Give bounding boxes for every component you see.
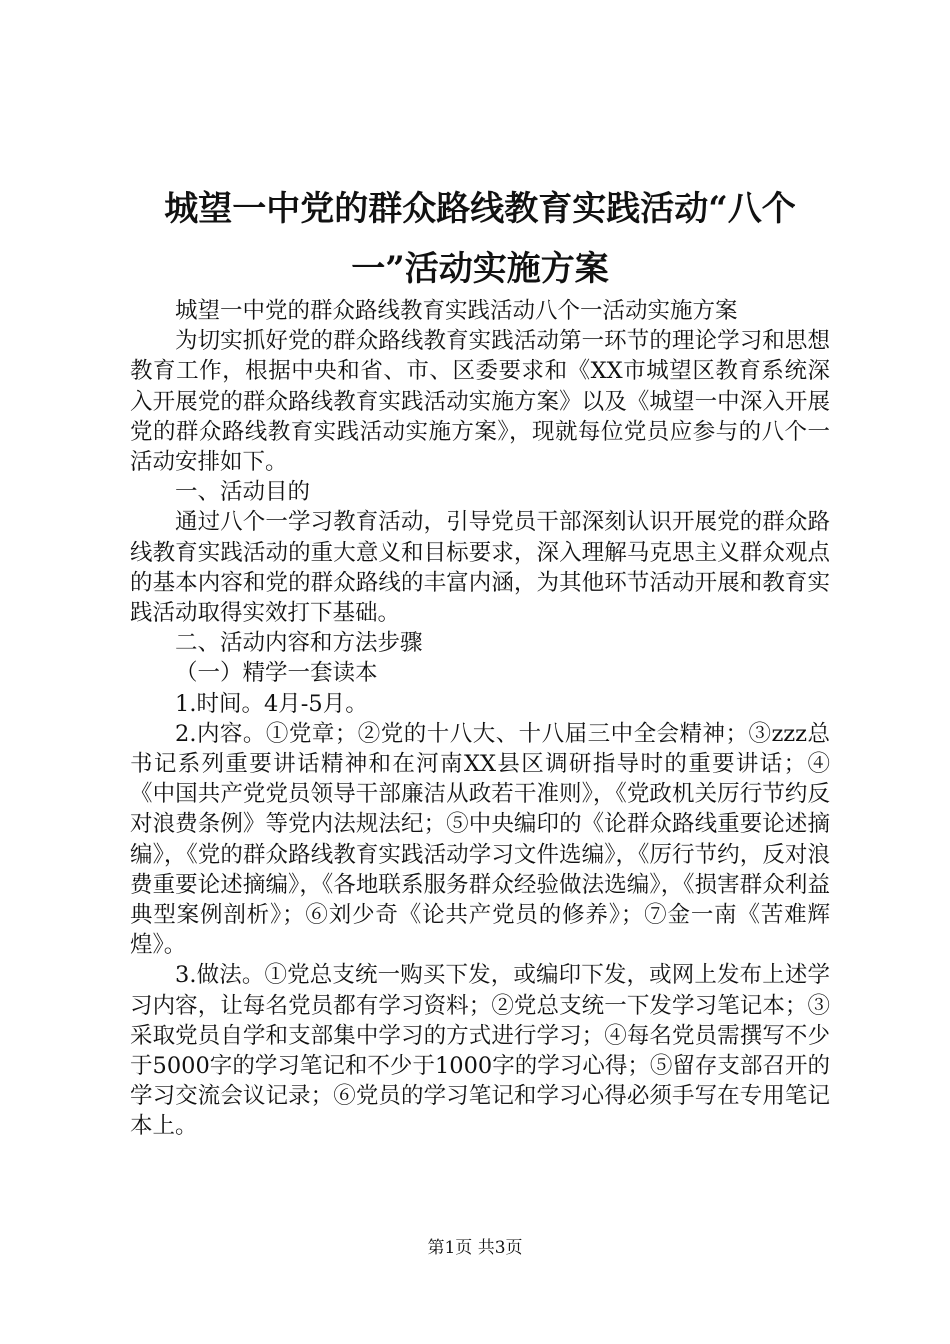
purpose-paragraph: 通过八个一学习教育活动，引导党员干部深刻认识开展党的群众路线教育实践活动的重大意义和目标要求，深入理解马克思主义群众观点的基本内容和党的群众路线的丰富内涵，为其他环节活动开展和教育实践活动取得实效打下基础。 (130, 509, 830, 627)
subtitle-paragraph: 城望一中党的群众路线教育实践活动八个一活动实施方案 (175, 298, 738, 324)
subsection-heading-reading: （一）精学一套读本 (175, 660, 378, 687)
document-title-line-2: 一”活动实施方案 (351, 249, 609, 289)
section-heading-content: 二、活动内容和方法步骤 (175, 630, 423, 657)
content-paragraph: 2.内容。①党章；②党的十八大、十八届三中全会精神；③zzz总书记系列重要讲话精神和在河南XX县区调研指导时的重要讲话；④《中国共产党党员领导干部廉洁从政若干准则》，《党政机关厉行节约反对浪费条例》等党内法规法纪；⑤中央编印的《论群众路线重要论述摘编》，《党的群众路线教育实践活动学习文件选编》，《厉行节约，反对浪费重要论述摘编》，《各地联系服务群众经验做法选编》，《损害群众利益典型案例剖析》；⑥刘少奇《论共产党员的修养》；⑦金一南《苦难辉煌》。 (130, 720, 830, 959)
section-heading-purpose: 一、活动目的 (175, 479, 311, 506)
page-footer: 第1页 共3页 (427, 1238, 523, 1258)
intro-paragraph: 为切实抓好党的群众路线教育实践活动第一环节的理论学习和思想教育工作，根据中央和省、市、区委要求和《XX市城望区教育系统深入开展党的群众路线教育实践活动实施方案》以及《城望一中深入开展党的群众路线教育实践活动实施方案》，现就每位党员应参与的八个一活动安排如下。 (130, 328, 830, 476)
document-body (130, 296, 830, 1142)
method-paragraph: 3.做法。①党总支统一购买下发，或编印下发，或网上发布上述学习内容，让每名党员都有学习资料；②党总支统一下发学习笔记本；③采取党员自学和支部集中学习的方式进行学习；④每名党员需撰写不少于5000字的学习笔记和不少于1000字的学习心得；⑤留存支部召开的学习交流会议记录；⑥党员的学习笔记和学习心得必须手写在专用笔记本上。 (130, 962, 830, 1140)
time-paragraph: 1.时间。4月-5月。 (175, 690, 368, 717)
document-title-line-1: 城望一中党的群众路线教育实践活动“八个 (164, 189, 796, 229)
